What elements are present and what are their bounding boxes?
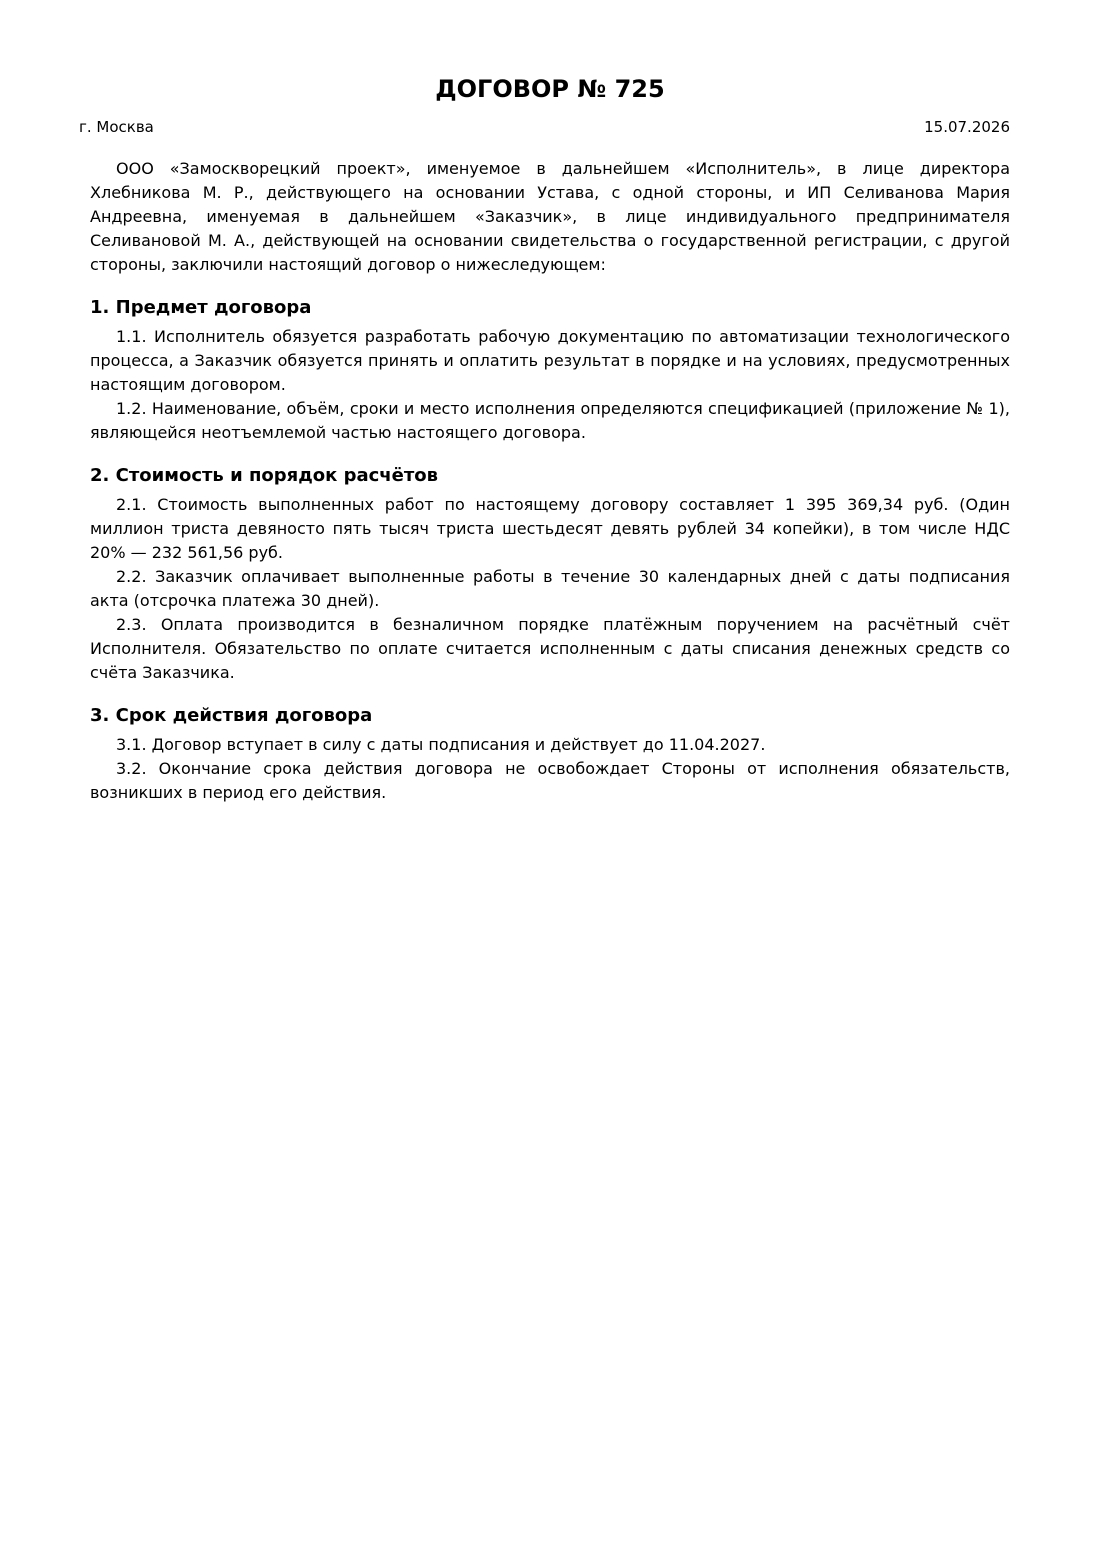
contract-body (90, 157, 1010, 805)
clause: 1.1. Исполнитель обязуется разработать рабочую документацию по автоматизации технологического процесса, а Заказчик обязуется принять и оплатить результат в порядке и на условиях, предусмотренных настоящим договором. (90, 327, 1010, 394)
clause: 2.1. Стоимость выполненных работ по настоящему договору составляет 1 395 369,34 руб. (Один миллион триста девяносто пять тысяч триста шестьдесят девять рублей 34 копейки), в том числе НДС 20% — 232 561,56 руб. (90, 495, 1010, 562)
clause: 3.2. Окончание срока действия договора не освобождает Стороны от исполнения обязательств, возникших в период его действия. (90, 759, 1010, 802)
clause: 2.3. Оплата производится в безналичном порядке платёжным поручением на расчётный счёт Исполнителя. Обязательство по оплате считается исполненным с даты списания денежных средств со счёта Заказчика. (90, 615, 1010, 682)
clause: 2.2. Заказчик оплачивает выполненные работы в течение 30 календарных дней с даты подписания акта (отсрочка платежа 30 дней). (90, 567, 1010, 610)
section-heading: 3. Срок действия договора (90, 705, 373, 726)
clause: 3.1. Договор вступает в силу с даты подписания и действует до 11.04.2027. (116, 735, 766, 754)
section-heading: 1. Предмет договора (90, 297, 312, 318)
city: г. Москва (79, 118, 154, 136)
document-title: ДОГОВОР № 725 (435, 75, 665, 103)
document-date: 15.07.2026 (924, 118, 1010, 136)
preamble: ООО «Замоскворецкий проект», именуемое в дальнейшем «Исполнитель», в лице директора Хлебникова М. Р., действующего на основании Устава, с одной стороны, и ИП Селиванова Мария Андреевна, именуемая в дальнейшем «Заказчик», в лице индивидуального предпринимателя Селивановой М. А., действующей на основании свидетельства о государственной регистрации, с другой стороны, заключили настоящий договор о нижеследующем: (90, 159, 1010, 274)
clause: 1.2. Наименование, объём, сроки и место исполнения определяются спецификацией (приложение № 1), являющейся неотъемлемой частью настоящего договора. (90, 399, 1010, 442)
section-heading: 2. Стоимость и порядок расчётов (90, 465, 439, 486)
